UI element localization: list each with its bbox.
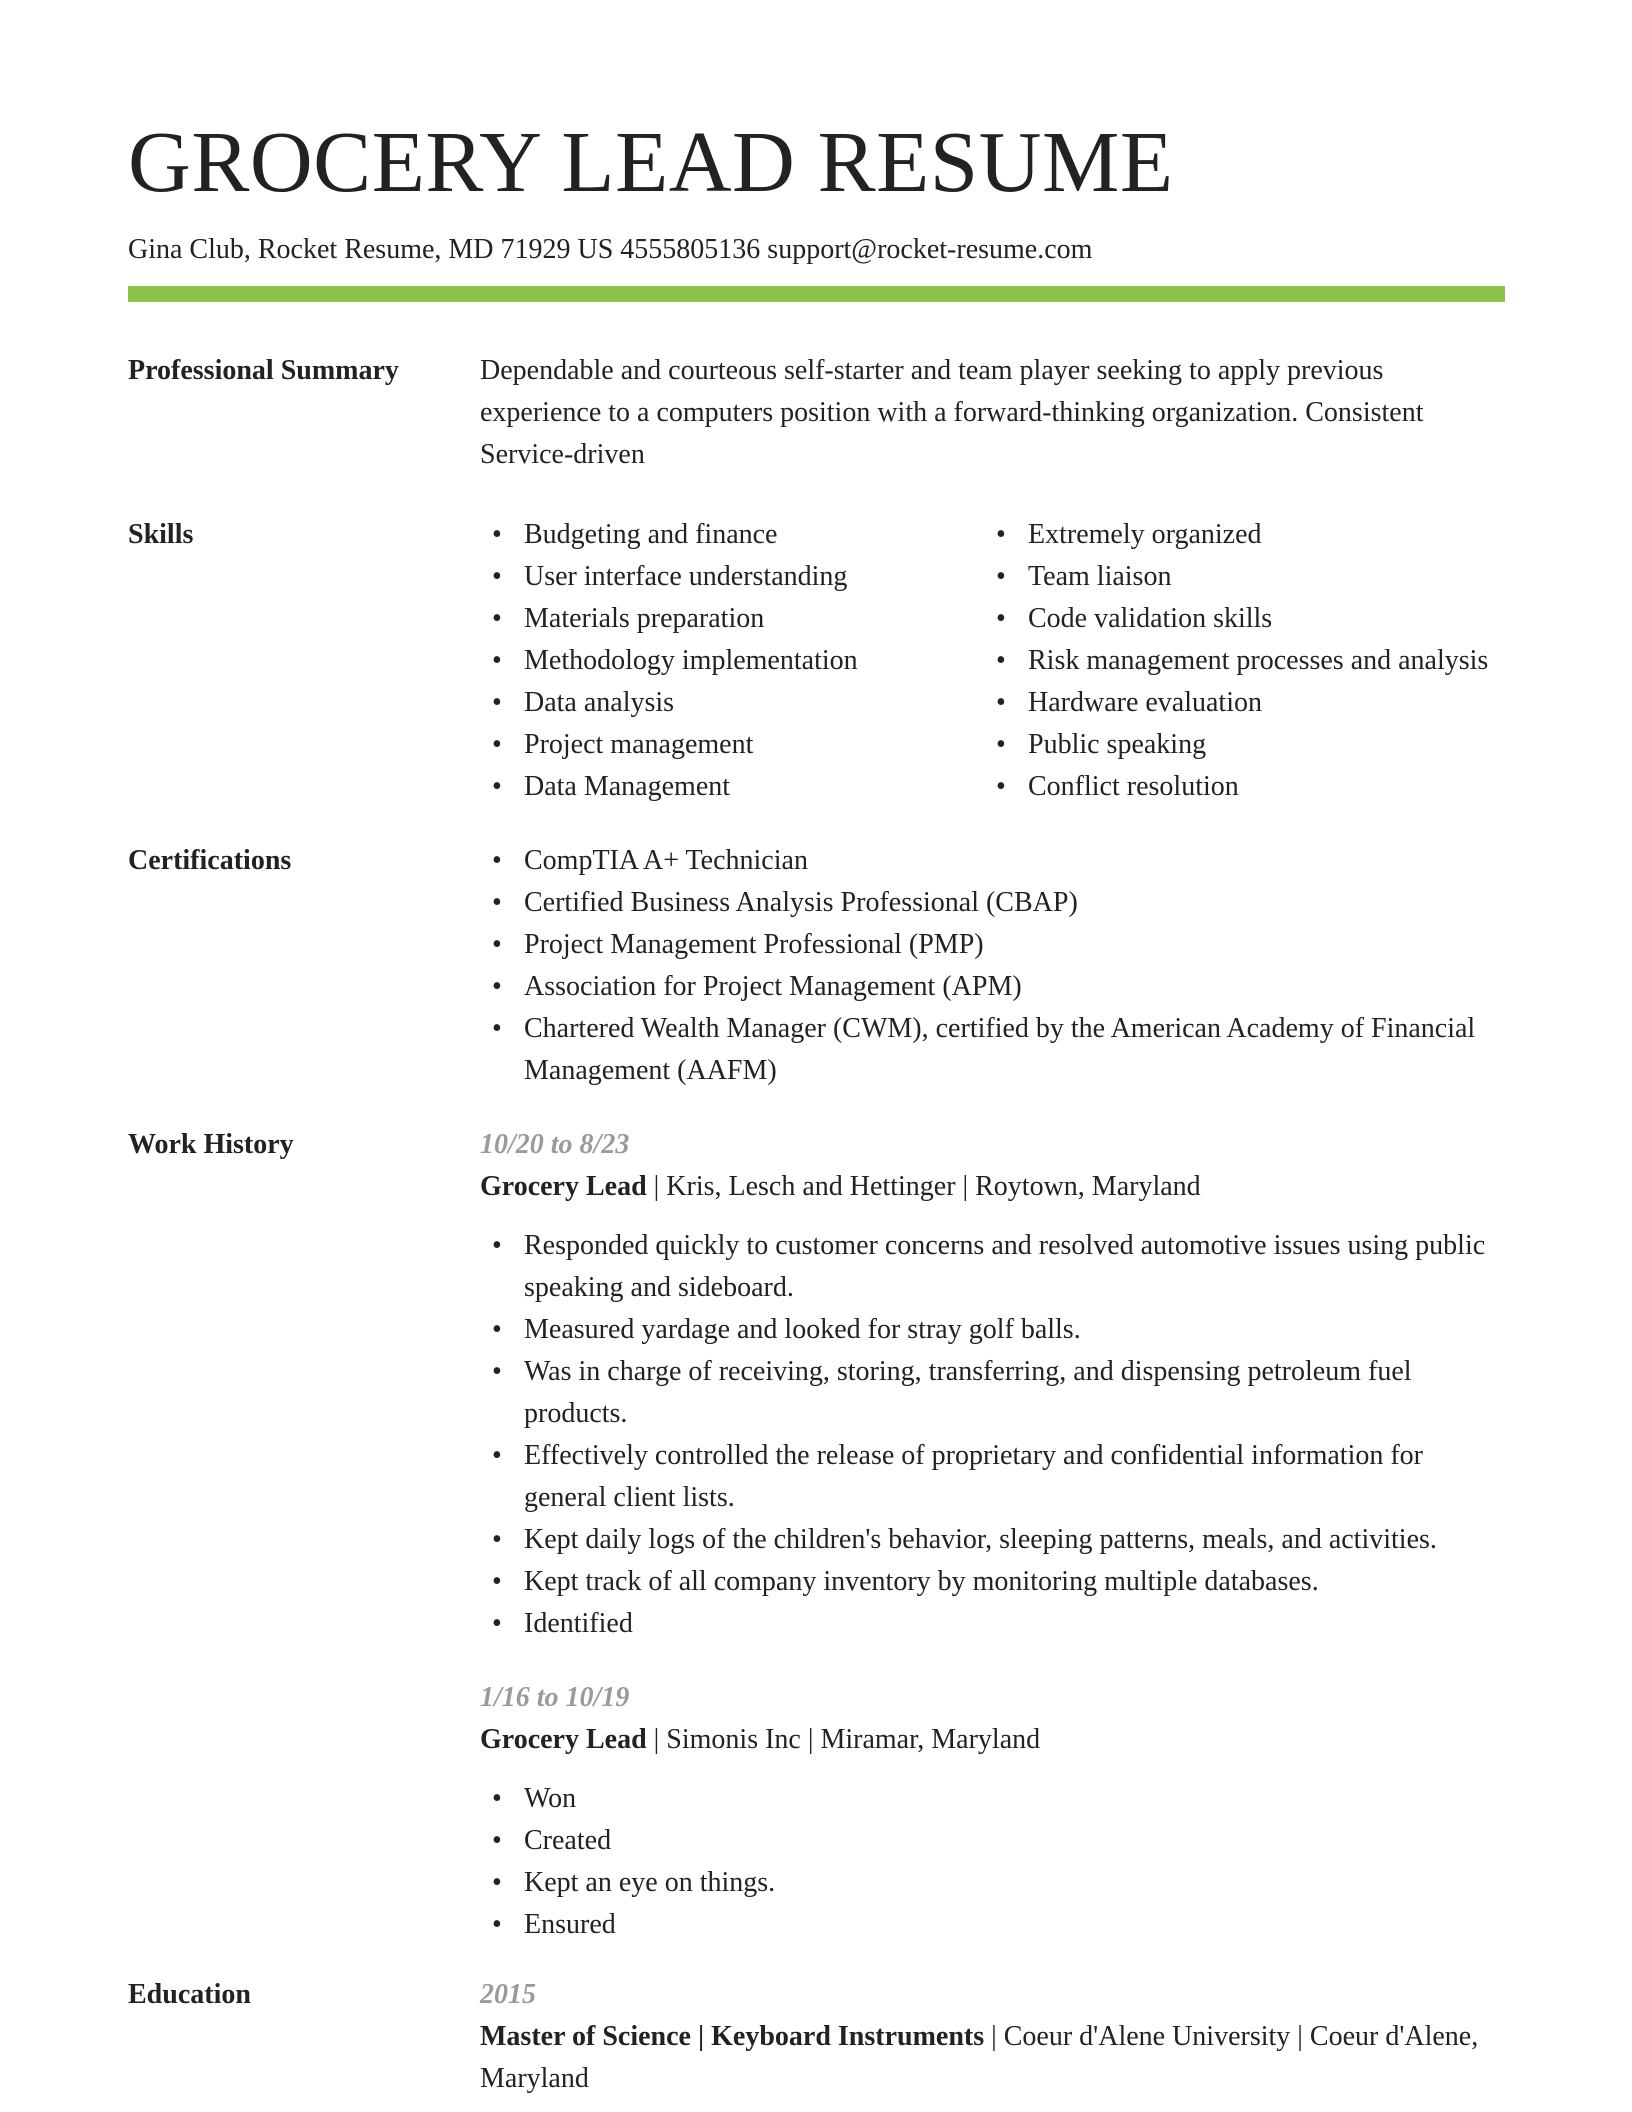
list-item: • Public speaking [984, 724, 1505, 766]
education-heading [480, 2016, 1505, 2100]
summary-section [128, 350, 1505, 476]
job-title: Grocery Lead [480, 1724, 647, 1755]
list-item: • Was in charge of receiving, storing, transferring, and dispensing petroleum fuel products. [480, 1351, 1505, 1435]
job-title: Grocery Lead [480, 1171, 647, 1202]
list-item: • Team liaison [984, 556, 1505, 598]
summary-label: Professional Summary [128, 355, 399, 386]
list-item: • Certified Business Analysis Professional (CBAP) [480, 882, 1505, 924]
list-item: • Responded quickly to customer concerns and resolved automotive issues using public speaking and sideboard. [480, 1225, 1505, 1309]
certifications-label: Certifications [128, 845, 292, 876]
list-item: • Project management [480, 724, 984, 766]
job-entry [480, 1677, 1505, 1946]
education-content [480, 1974, 1505, 2100]
work-history-content [480, 1124, 1505, 1946]
certifications-list [480, 840, 1505, 1092]
list-item: • Kept an eye on things. [480, 1862, 1505, 1904]
job-heading [480, 1166, 1505, 1208]
resume-title: GROCERY LEAD RESUME [128, 113, 1174, 210]
list-item: • Ensured [480, 1904, 1505, 1946]
list-item: • Effectively controlled the release of proprietary and confidential information for general client lists. [480, 1435, 1505, 1519]
list-item: • Extremely organized [984, 514, 1505, 556]
skills-columns [480, 514, 1505, 808]
list-item: • Chartered Wealth Manager (CWM), certified by the American Academy of Financial Management (AAFM) [480, 1008, 1505, 1092]
summary-text: Dependable and courteous self-starter and team player seeking to apply previous experience to a computers position with a forward-thinking organization. Consistent Service-driven [480, 355, 1424, 470]
list-item: • Project Management Professional (PMP) [480, 924, 1505, 966]
list-item: • Data Management [480, 766, 984, 808]
skills-list-left [480, 514, 984, 808]
list-item: • CompTIA A+ Technician [480, 840, 1505, 882]
job-details: | Simonis Inc | Miramar, Maryland [646, 1724, 1041, 1755]
list-item: • Won [480, 1778, 1505, 1820]
job-bullets [480, 1778, 1505, 1946]
list-item: • Created [480, 1820, 1505, 1862]
degree-title: Master of Science | Keyboard Instruments [480, 2021, 985, 2052]
certifications-section [128, 840, 1505, 1092]
education-details: | Coeur d'Alene University | Coeur d'Alene, Maryland [480, 2021, 1479, 2094]
certifications-content [480, 840, 1505, 1092]
contact-info: Gina Club, Rocket Resume, MD 71929 US 4555805136 support@rocket-resume.com [128, 234, 1093, 265]
job-date: 10/20 to 8/23 [480, 1129, 630, 1160]
skills-list-right [984, 514, 1505, 808]
list-item: • Kept track of all company inventory by monitoring multiple databases. [480, 1561, 1505, 1603]
list-item: • Conflict resolution [984, 766, 1505, 808]
list-item: • Risk management processes and analysis [984, 640, 1505, 682]
skills-label: Skills [128, 519, 194, 550]
list-item: • Methodology implementation [480, 640, 984, 682]
list-item: • Budgeting and finance [480, 514, 984, 556]
list-item: • Kept daily logs of the children's behavior, sleeping patterns, meals, and activities. [480, 1519, 1505, 1561]
job-details: | Kris, Lesch and Hettinger | Roytown, Maryland [646, 1171, 1201, 1202]
list-item: • Measured yardage and looked for stray golf balls. [480, 1309, 1505, 1351]
job-heading [480, 1719, 1505, 1761]
list-item: • Code validation skills [984, 598, 1505, 640]
skills-section [128, 514, 1505, 808]
list-item: • User interface understanding [480, 556, 984, 598]
list-item: • Data analysis [480, 682, 984, 724]
job-entry [480, 1124, 1505, 1645]
education-label: Education [128, 1979, 251, 2010]
work-history-section [128, 1124, 1505, 1946]
work-history-label: Work History [128, 1129, 294, 1160]
list-item: • Hardware evaluation [984, 682, 1505, 724]
list-item: • Association for Project Management (APM) [480, 966, 1505, 1008]
job-date: 1/16 to 10/19 [480, 1682, 630, 1713]
education-section [128, 1974, 1505, 2100]
resume-sections [128, 350, 1505, 2100]
list-item: • Identified [480, 1603, 1505, 1645]
job-bullets [480, 1225, 1505, 1645]
header-divider [128, 286, 1505, 302]
list-item: • Materials preparation [480, 598, 984, 640]
education-date: 2015 [480, 1979, 536, 2010]
